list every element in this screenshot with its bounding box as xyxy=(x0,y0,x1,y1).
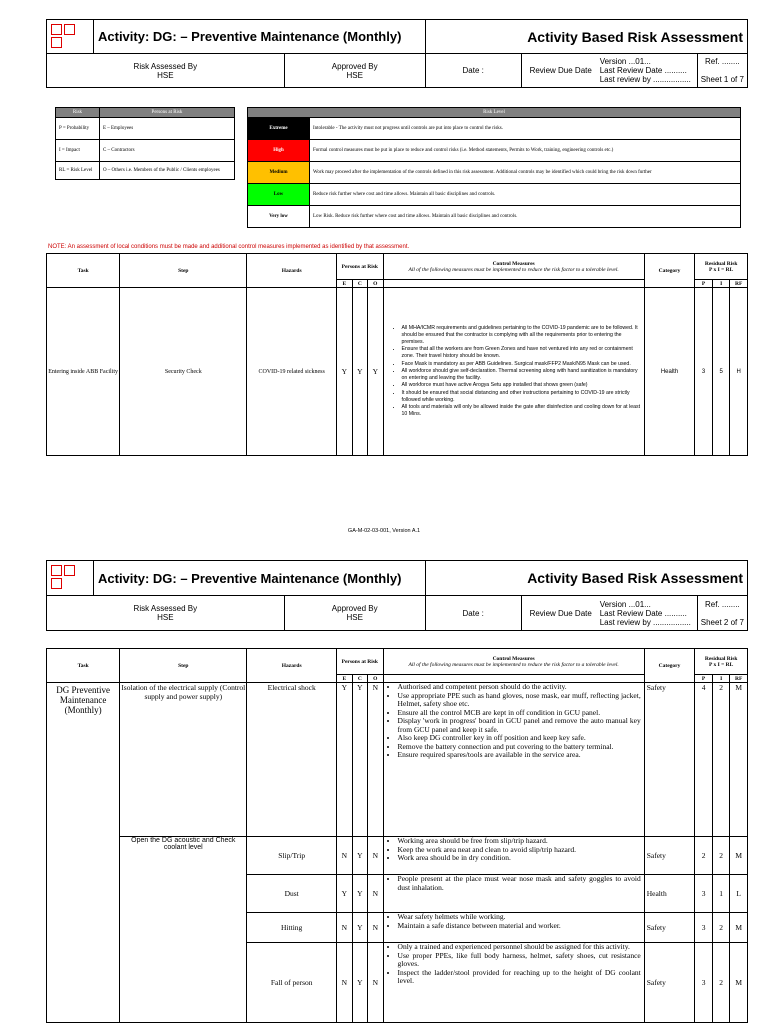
col-hazards: Hazards xyxy=(247,649,337,683)
o-cell: N xyxy=(368,943,383,1023)
sheet2-risk-table xyxy=(46,648,748,1023)
col-p: P xyxy=(695,675,713,683)
col-i: I xyxy=(712,280,730,288)
o-cell: N xyxy=(368,837,383,875)
control-item: • Only a trained and experienced personnel should be assigned for this activity. xyxy=(398,943,641,952)
rf-cell: L xyxy=(730,875,748,913)
control-item: • Ensure all the control MCB are kept in off condition in GCU panel. xyxy=(398,709,641,718)
c-cell: Y xyxy=(352,875,367,913)
control-item: • All workforce must have active Arogya Setu app installed that shows green (safe) xyxy=(402,382,644,389)
o-cell: Y xyxy=(368,288,383,456)
col-task: Task xyxy=(47,254,120,288)
col-residual: Residual Risk P x I = RL xyxy=(695,649,748,675)
review-info: Review Due Date Version ...01... Last Review Date .......... Last review by ................. xyxy=(521,596,697,631)
p-cell: 3 xyxy=(695,875,713,913)
control-item: • Remove the battery connection and put covering to the battery terminal. xyxy=(398,743,641,752)
level-extreme-desc: Intolerable - The activity must not progress until controls are put into place to control the risks. xyxy=(310,118,741,140)
activity-title: Activity: DG: – Preventive Maintenance (Monthly) xyxy=(94,561,426,596)
p-cell: 2 xyxy=(695,837,713,875)
level-high-desc: Formal control measures must be put in place to reduce and control risks (i.e. Method statements, Permits to Work, training, engineering controls etc.) xyxy=(310,140,741,162)
legend-risk-head: Risk xyxy=(56,108,100,118)
level-high: High xyxy=(248,140,310,162)
footer-doc-id: GA-M-02-03-001, Version A.1 xyxy=(347,528,421,534)
task-cell: Entering inside ABB Facility xyxy=(47,288,120,456)
category-cell: Safety xyxy=(644,943,695,1023)
category-cell: Health xyxy=(644,875,695,913)
controls-cell xyxy=(383,875,644,913)
i-cell: 2 xyxy=(712,837,730,875)
e-cell: Y xyxy=(337,875,352,913)
col-c: C xyxy=(352,280,367,288)
col-control: Control Measures All of the following measures must be implemented to reduce the risk factor to a tolerable level. xyxy=(383,254,644,280)
control-item: • Authorised and competent person should do the activity. xyxy=(398,683,641,692)
control-item: • People present at the place must wear nose mask and safety goggles to avoid dust inhalation. xyxy=(398,875,641,892)
o-cell: N xyxy=(368,913,383,943)
col-c: C xyxy=(352,675,367,683)
rf-cell: M xyxy=(730,943,748,1023)
i-cell: 5 xyxy=(712,288,730,456)
task-cell: DG Preventive Maintenance (Monthly) xyxy=(47,683,120,1023)
col-hazards: Hazards xyxy=(247,254,337,288)
col-step: Step xyxy=(120,254,247,288)
control-item: • It should be ensured that social distancing and other instructions pertaining to COVID-19 are strictly followed while working. xyxy=(402,390,644,404)
control-item: • Keep the work area neat and clean to avoid slip/trip hazard. xyxy=(398,846,641,855)
p-cell: 4 xyxy=(695,683,713,837)
control-item: • Working area should be free from slip/trip hazard. xyxy=(398,837,641,846)
category-cell: Safety xyxy=(644,683,695,837)
p-cell: 3 xyxy=(695,943,713,1023)
level-low-desc: Reduce risk further where cost and time allows. Maintain all basic disciplines and controls. xyxy=(310,184,741,206)
p-cell: 3 xyxy=(695,913,713,943)
approved-by: Approved By HSE xyxy=(284,596,425,631)
control-item: • All workforce should give self-declaration. Thermal screening along with hand sanitization is mandatory on entering and leaving the facility. xyxy=(402,368,644,382)
col-category: Category xyxy=(644,649,695,683)
control-item: • All MHA/ICMR requirements and guidelines pertaining to the COVID-19 pandemic are to be followed. It should be ensured that the contractor is complying with all the requirements prior to entering the premises. xyxy=(402,325,644,347)
note-text: NOTE: An assessment of local conditions must be made and additional control measures implemented as identified by that assessment. xyxy=(48,244,410,250)
risk-assessed-by: Risk Assessed By HSE xyxy=(47,54,285,88)
legend-persons-head: Persons at Risk xyxy=(99,108,234,118)
hazard-cell: Slip/Trip xyxy=(247,837,337,875)
col-p: P xyxy=(695,280,713,288)
rf-cell: M xyxy=(730,837,748,875)
i-cell: 2 xyxy=(712,683,730,837)
rf-cell: H xyxy=(730,288,748,456)
col-step: Step xyxy=(120,649,247,683)
control-item: • Use appropriate PPE such as hand gloves, nose mask, ear muff, reflecting jacket, Helmet, safety shoe etc. xyxy=(398,692,641,709)
control-item: • Maintain a safe distance between material and worker. xyxy=(398,922,641,931)
col-e: E xyxy=(337,280,352,288)
legend-persons-o: O – Others i.e. Members of the Public / Clients employees xyxy=(99,162,234,180)
o-cell: N xyxy=(368,683,383,837)
col-i: I xyxy=(712,675,730,683)
category-cell: Health xyxy=(644,288,695,456)
approved-by: Approved By HSE xyxy=(284,54,425,88)
legend-risk-i: I = Impact xyxy=(56,140,100,162)
i-cell: 2 xyxy=(712,943,730,1023)
p-cell: 3 xyxy=(695,288,713,456)
c-cell: Y xyxy=(352,913,367,943)
company-logo-icon xyxy=(47,20,94,54)
col-category: Category xyxy=(644,254,695,288)
persons-at-risk-legend xyxy=(55,107,235,180)
table-row xyxy=(47,837,748,875)
c-cell: Y xyxy=(352,943,367,1023)
level-extreme: Extreme xyxy=(248,118,310,140)
col-rf: RF xyxy=(730,675,748,683)
c-cell: Y xyxy=(352,288,367,456)
risk-assessed-by: Risk Assessed By HSE xyxy=(47,596,285,631)
activity-title: Activity: DG: – Preventive Maintenance (Monthly) xyxy=(94,20,426,54)
controls-cell xyxy=(383,913,644,943)
col-rf: RF xyxy=(730,280,748,288)
col-o: O xyxy=(368,280,383,288)
controls-cell xyxy=(383,683,644,837)
category-cell: Safety xyxy=(644,837,695,875)
legend-persons-c: C – Contractors xyxy=(99,140,234,162)
ref-sheet: Ref. ........ Sheet 1 of 7 xyxy=(697,54,747,88)
col-residual: Residual Risk P x I = RL xyxy=(695,254,748,280)
date-field: Date : xyxy=(425,596,521,631)
rf-cell: M xyxy=(730,683,748,837)
ref-sheet: Ref. ........ Sheet 2 of 7 xyxy=(697,596,747,631)
e-cell: Y xyxy=(337,683,352,837)
o-cell: N xyxy=(368,875,383,913)
i-cell: 2 xyxy=(712,913,730,943)
col-o: O xyxy=(368,675,383,683)
control-item: • Use proper PPEs, like full body harness, helmet, safety shoes, cut resistance gloves. xyxy=(398,952,641,969)
legend-risk-p: P = Probability xyxy=(56,118,100,140)
control-item: • Also keep DG controller key in off position and keep key safe. xyxy=(398,734,641,743)
hazard-cell: COVID-19 related sickness xyxy=(247,288,337,456)
step-cell: Isolation of the electrical supply (Control supply and power supply) xyxy=(120,683,247,837)
rf-cell: M xyxy=(730,913,748,943)
level-medium-desc: Work may proceed after the implementation of the controls defined in this risk assessment. Additional controls may be identified which could bring the risk down further xyxy=(310,162,741,184)
col-e: E xyxy=(337,675,352,683)
document-type-title: Activity Based Risk Assessment xyxy=(425,561,747,596)
e-cell: N xyxy=(337,837,352,875)
c-cell: Y xyxy=(352,837,367,875)
control-item: • Ensure required spares/tools are available in the service area. xyxy=(398,751,641,760)
level-very-low: Very low xyxy=(248,206,310,228)
level-low: Low xyxy=(248,184,310,206)
controls-cell xyxy=(383,943,644,1023)
hazard-cell: Fall of person xyxy=(247,943,337,1023)
date-field: Date : xyxy=(425,54,521,88)
col-persons: Persons at Risk xyxy=(337,254,383,280)
table-row xyxy=(47,683,748,837)
i-cell: 1 xyxy=(712,875,730,913)
level-medium: Medium xyxy=(248,162,310,184)
col-task: Task xyxy=(47,649,120,683)
control-item: • All tools and materials will only be allowed inside the gate after disinfection and cooling down for at least 10 Mins. xyxy=(402,404,644,418)
level-very-low-desc: Low Risk. Reduce risk further where cost and time allows. Maintain all basic disciplines and controls. xyxy=(310,206,741,228)
hazard-cell: Hitting xyxy=(247,913,337,943)
category-cell: Safety xyxy=(644,913,695,943)
legend-persons-e: E – Employees xyxy=(99,118,234,140)
control-item: • Face Mask is mandatory as per ABB Guidelines. Surgical mask/FFP2 Mask/N95 Mask can be used. xyxy=(402,361,644,368)
hazard-cell: Dust xyxy=(247,875,337,913)
c-cell: Y xyxy=(352,683,367,837)
document-type-title: Activity Based Risk Assessment xyxy=(425,20,747,54)
table-row xyxy=(47,288,748,456)
control-item: • Wear safety helmets while working. xyxy=(398,913,641,922)
sheet1-header xyxy=(46,19,748,88)
col-control: Control Measures All of the following measures must be implemented to reduce the risk factor to a tolerable level. xyxy=(383,649,644,675)
controls-cell xyxy=(383,288,644,456)
review-info: Review Due Date Version ...01... Last Review Date .......... Last review by ................. xyxy=(521,54,697,88)
control-item: • Ensure that all the workers are from Green Zones and have not ventured into any red or containment zone. Their travel history should be known. xyxy=(402,346,644,360)
company-logo-icon xyxy=(47,561,94,596)
sheet1-risk-table xyxy=(46,253,748,456)
legend-level-head: Risk Level xyxy=(248,108,741,118)
control-item: • Inspect the ladder/stool provided for reaching up to the height of DG coolant level. xyxy=(398,969,641,986)
e-cell: N xyxy=(337,913,352,943)
col-persons: Persons at Risk xyxy=(337,649,383,675)
controls-cell xyxy=(383,837,644,875)
control-item: • Display 'work in progress' board in GCU panel and remove the auto manual key from GCU panel and keep it safe. xyxy=(398,717,641,734)
e-cell: Y xyxy=(337,288,352,456)
control-item: • Work area should be in dry condition. xyxy=(398,854,641,863)
e-cell: N xyxy=(337,943,352,1023)
step-cell: Open the DG acoustic and Check coolant level xyxy=(120,837,247,1023)
sheet2-header xyxy=(46,560,748,631)
legend-risk-rl: RL = Risk Level xyxy=(56,162,100,180)
risk-level-legend xyxy=(247,107,741,228)
hazard-cell: Electrical shock xyxy=(247,683,337,837)
step-cell: Security Check xyxy=(120,288,247,456)
